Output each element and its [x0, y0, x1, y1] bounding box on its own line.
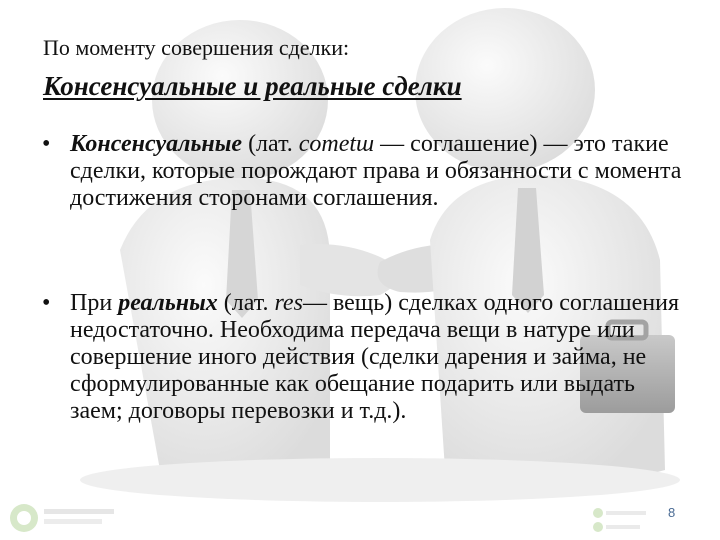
bullet-consensual [42, 131, 692, 212]
latin-term: cometш [298, 131, 375, 157]
watermark-logo-icon [590, 505, 660, 535]
page-number: 8 [668, 505, 676, 520]
bullet-part: (лат. [217, 290, 275, 316]
bullet-dot: • [42, 131, 51, 157]
term-real: реальных [118, 290, 218, 316]
bullet-part: — соглашение) — это такие сделки, которые порождают права и обязанности с момента достижения сторонами соглашения. [70, 131, 682, 211]
watermark-logo-icon [6, 500, 146, 536]
bullet-text [70, 131, 692, 212]
bullet-text [70, 290, 692, 425]
bullet-prefix: При [70, 290, 119, 316]
bullet-dot: • [42, 290, 51, 316]
latin-term: res [274, 290, 303, 316]
slide-subtitle: По моменту совершения сделки: [43, 35, 350, 60]
term-consensual: Консенсуальные [70, 131, 243, 157]
bullet-part: (лат. [242, 131, 299, 157]
slide-title: Консенсуальные и реальные сделки [43, 71, 462, 101]
bullet-real [42, 290, 692, 425]
bullet-part: — вещь) сделках одного соглашения недостаточно. Необходима передача вещи в натуре или совершение иного действия (сделки дарения и займа, не сформулированные как обещание подарить или выдать заем; договоры перевозки и т.д.). [70, 290, 680, 424]
